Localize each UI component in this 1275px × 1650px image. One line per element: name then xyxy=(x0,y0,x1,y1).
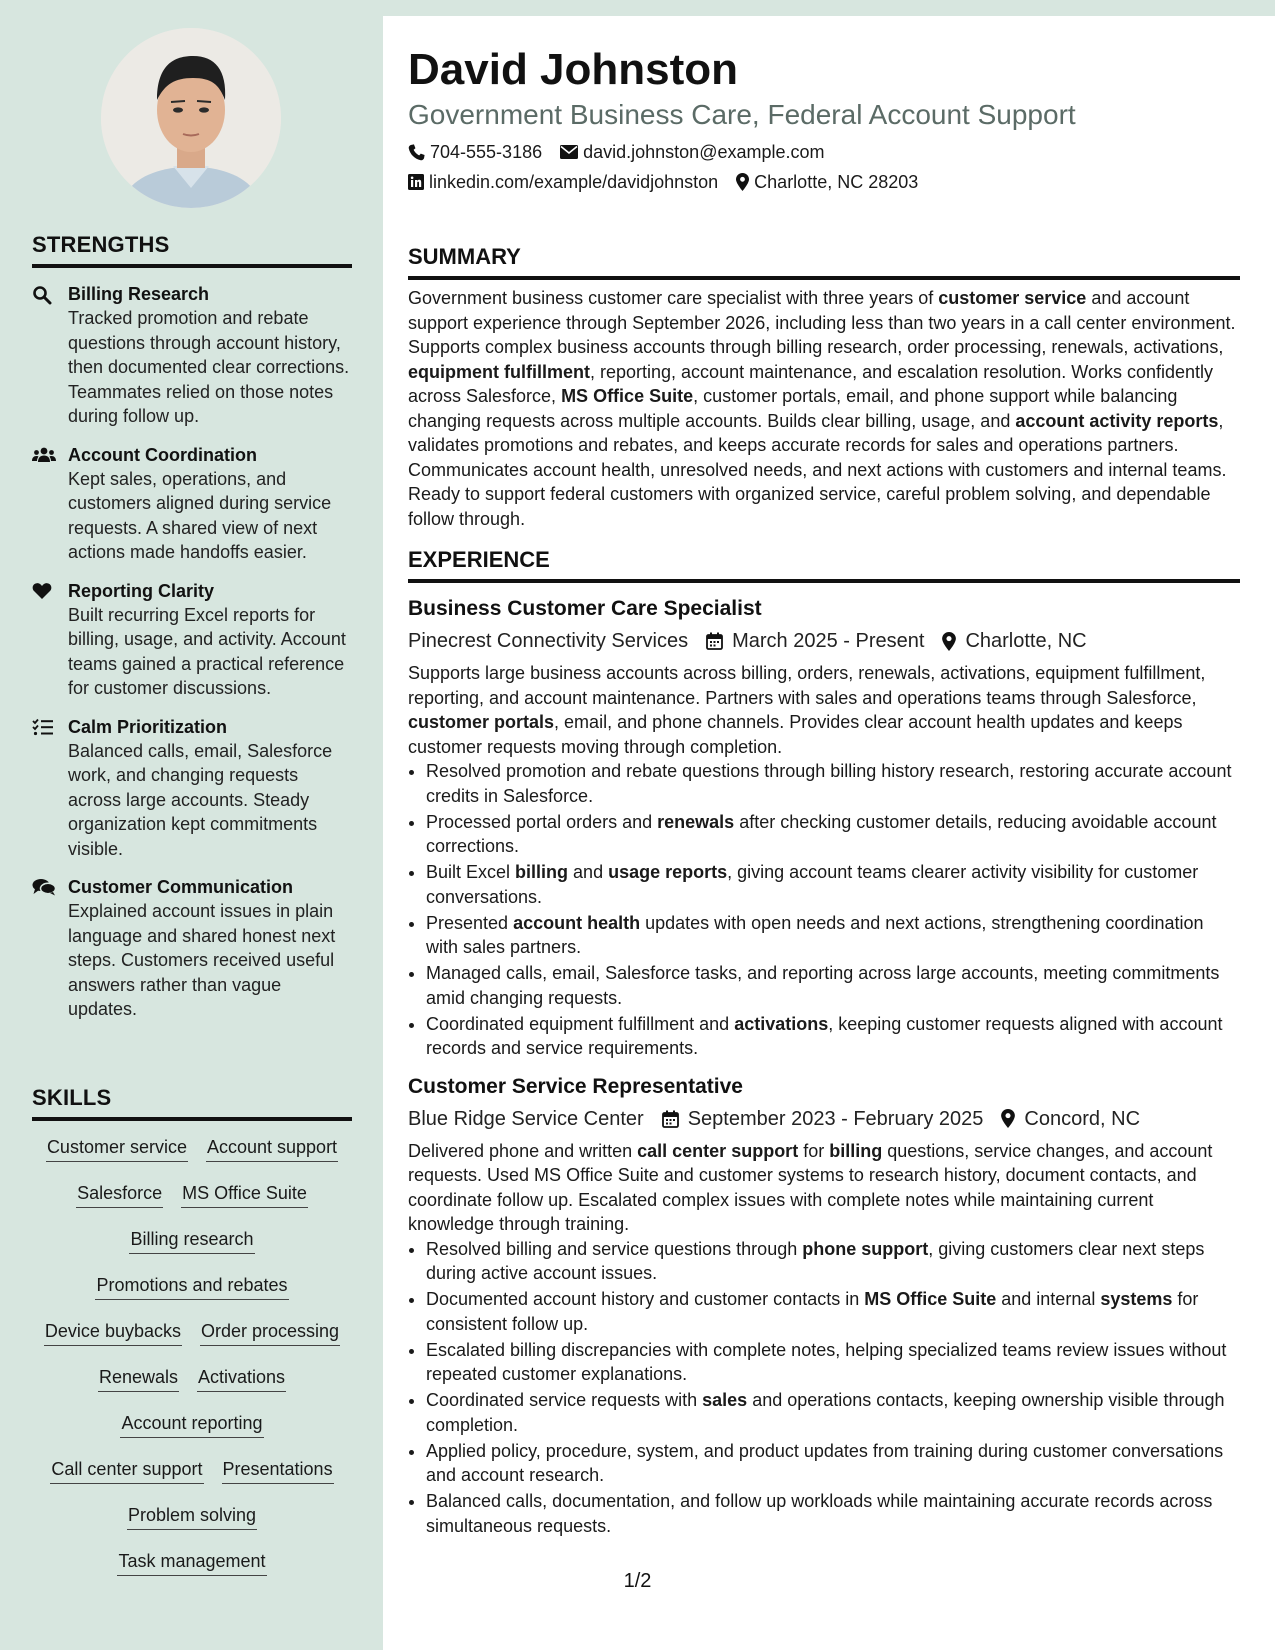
job-bullet: • Resolved billing and service questions through phone support, giving customers clear next steps during active account issues. xyxy=(426,1237,1240,1286)
skill-tag: Account support xyxy=(206,1135,338,1162)
summary-section xyxy=(408,244,1240,531)
strengths-section xyxy=(32,232,352,1022)
skill-tag: Salesforce xyxy=(76,1181,163,1208)
job-title: Customer Service Representative xyxy=(408,1074,743,1098)
contact-row xyxy=(408,140,1240,164)
job-bullet: • Built Excel billing and usage reports, giving account teams clearer activity visibility for customer conversations. xyxy=(426,860,1240,909)
location-text: Charlotte, NC 28203 xyxy=(754,172,919,192)
company-name: Blue Ridge Service Center xyxy=(408,1107,644,1130)
phone-number: 704-555-3186 xyxy=(430,142,543,162)
strength-title: Reporting Clarity xyxy=(68,580,215,601)
job-location: Concord, NC xyxy=(1024,1107,1141,1130)
job-bullets xyxy=(408,759,1240,1061)
strength-desc: Explained account issues in plain language and shared honest next steps. Customers received useful answers rather than vague updates. xyxy=(68,901,336,1019)
skill-tag: Activations xyxy=(197,1365,286,1392)
strength-title: Customer Communication xyxy=(68,877,294,897)
users-icon xyxy=(32,443,68,565)
strength-desc: Built recurring Excel reports for billing, usage, and activity. Account teams gained a practical reference for customer discussions. xyxy=(68,604,346,698)
strength-item xyxy=(32,282,352,429)
strength-title: Billing Research xyxy=(68,284,210,304)
skill-tag: Call center support xyxy=(50,1457,203,1484)
skill-tag: Customer service xyxy=(46,1135,188,1162)
job-dates: September 2023 - February 2025 xyxy=(687,1107,984,1130)
strength-desc: Kept sales, operations, and customers aligned during service requests. A shared view of next actions made handoffs easier. xyxy=(68,468,332,562)
experience-section xyxy=(408,547,1240,1538)
skill-tag: Billing research xyxy=(129,1227,254,1254)
strength-desc: Balanced calls, email, Salesforce work, and changing requests across large accounts. Steady organization kept commitments visible. xyxy=(68,740,333,859)
job-bullet: • Resolved promotion and rebate questions through billing history research, restoring accurate account credits in Salesforce. xyxy=(426,759,1240,808)
list-check-icon xyxy=(32,715,68,862)
location-pin-icon xyxy=(1001,1109,1015,1128)
candidate-name: David Johnston xyxy=(408,45,739,94)
job-entry xyxy=(408,595,1240,1061)
skills-section xyxy=(32,1085,352,1595)
skill-tag: Problem solving xyxy=(127,1503,257,1530)
headline: Government Business Care, Federal Account Support xyxy=(408,99,1076,130)
job-bullet: • Coordinated equipment fulfillment and activations, keeping customer requests aligned with account records and service requirements. xyxy=(426,1012,1240,1061)
profile-photo xyxy=(101,28,281,208)
strength-item xyxy=(32,715,352,862)
job-bullet: • Applied policy, procedure, system, and product updates from training during customer conversations and account research. xyxy=(426,1439,1240,1488)
job-meta xyxy=(408,627,1240,655)
job-title: Business Customer Care Specialist xyxy=(408,597,762,620)
phone-icon xyxy=(408,144,425,161)
experience-title: EXPERIENCE xyxy=(408,547,1240,583)
envelope-icon xyxy=(560,145,578,159)
job-bullet: • Processed portal orders and renewals after checking customer details, reducing avoidable account corrections. xyxy=(426,810,1240,859)
job-bullet: • Escalated billing discrepancies with complete notes, helping specialized teams review issues without repeated customer explanations. xyxy=(426,1338,1240,1387)
job-bullet: • Presented account health updates with open needs and next actions, strengthening coordination with sales partners. xyxy=(426,911,1240,960)
job-bullet: • Managed calls, email, Salesforce tasks, and reporting across large accounts, meeting commitments amid changing requests. xyxy=(426,961,1240,1010)
linkedin-link[interactable]: linkedin.com/example/davidjohnston xyxy=(429,172,719,192)
job-summary: Delivered phone and written call center support for billing questions, service changes, and account requests. Used MS Office Suite and customer systems to research history, document contacts, and coordinate follow up. Escalated complex issues with complete notes while maintaining current knowledge through training. xyxy=(408,1140,1213,1234)
search-icon xyxy=(32,282,68,429)
main-content xyxy=(408,16,1240,1540)
company-name: Pinecrest Connectivity Services xyxy=(408,630,689,652)
skill-tag: Presentations xyxy=(222,1457,334,1484)
summary-title: SUMMARY xyxy=(408,244,1240,280)
strength-item xyxy=(32,875,352,1022)
job-dates: March 2025 - Present xyxy=(732,630,925,652)
location-pin-icon xyxy=(942,632,956,651)
linkedin-icon xyxy=(408,174,424,190)
job-bullet: • Coordinated service requests with sales and operations contacts, keeping ownership visible through completion. xyxy=(426,1388,1240,1437)
email-link[interactable]: david.johnston@example.com xyxy=(583,142,825,162)
job-location: Charlotte, NC xyxy=(965,630,1087,652)
strength-title: Calm Prioritization xyxy=(68,716,228,737)
skill-tag: MS Office Suite xyxy=(181,1181,308,1208)
job-summary: Supports large business accounts across billing, orders, renewals, activations, equipment fulfillment, reporting, and account maintenance. Partners with sales and operations teams through Salesforce, customer portals, email, and phone channels. Provides clear account health updates and keeps customer requests moving through completion. xyxy=(408,663,1206,757)
job-meta xyxy=(408,1105,1240,1133)
job-bullet: • Documented account history and customer contacts in MS Office Suite and internal systems for consistent follow up. xyxy=(426,1287,1240,1336)
location-pin-icon xyxy=(736,173,749,191)
summary-text: Government business customer care specialist with three years of customer service and account support experience through September 2026, including less than two years in a call center environment. Supports complex business accounts through billing research, order processing, renewals, activations, equipment fulfillment, reporting, account maintenance, and escalation resolution. Works confidently across Salesforce, MS Office Suite, customer portals, email, and phone support while balancing changing requests across multiple accounts. Builds clear billing, usage, and account activity reports, validates promotions and rebates, and keeps accurate records for sales and operations partners. Communicates account health, unresolved needs, and next actions with customers and internal teams. Ready to support federal customers with organized service, careful problem solving, and dependable follow through. xyxy=(408,288,1236,529)
strength-desc: Tracked promotion and rebate questions through account history, then documented clear corrections. Teammates relied on those notes during follow up. xyxy=(68,308,350,426)
skill-tag: Renewals xyxy=(98,1365,179,1392)
calendar-icon xyxy=(662,1110,679,1128)
top-band xyxy=(383,0,1275,16)
job-entry xyxy=(408,1073,1240,1539)
skill-tag: Order processing xyxy=(200,1319,340,1346)
skill-tag: Account reporting xyxy=(120,1411,263,1438)
skill-tag: Promotions and rebates xyxy=(95,1273,288,1300)
skills-title: SKILLS xyxy=(32,1085,352,1121)
calendar-icon xyxy=(706,632,723,650)
strength-title: Account Coordination xyxy=(68,444,257,465)
strength-item xyxy=(32,579,352,701)
sidebar xyxy=(0,0,383,1650)
contact-row xyxy=(408,170,1240,194)
job-bullets xyxy=(408,1237,1240,1539)
skill-tag: Task management xyxy=(117,1549,266,1576)
strengths-title: STRENGTHS xyxy=(32,232,352,268)
job-bullet: • Balanced calls, documentation, and follow up workloads while maintaining accurate records across simultaneous requests. xyxy=(426,1489,1240,1538)
page-indicator: 1/2 xyxy=(623,1570,652,1592)
skills-list xyxy=(32,1121,352,1595)
strength-item xyxy=(32,443,352,565)
heart-icon xyxy=(32,579,68,701)
comments-icon xyxy=(32,875,68,1022)
skill-tag: Device buybacks xyxy=(44,1319,182,1346)
